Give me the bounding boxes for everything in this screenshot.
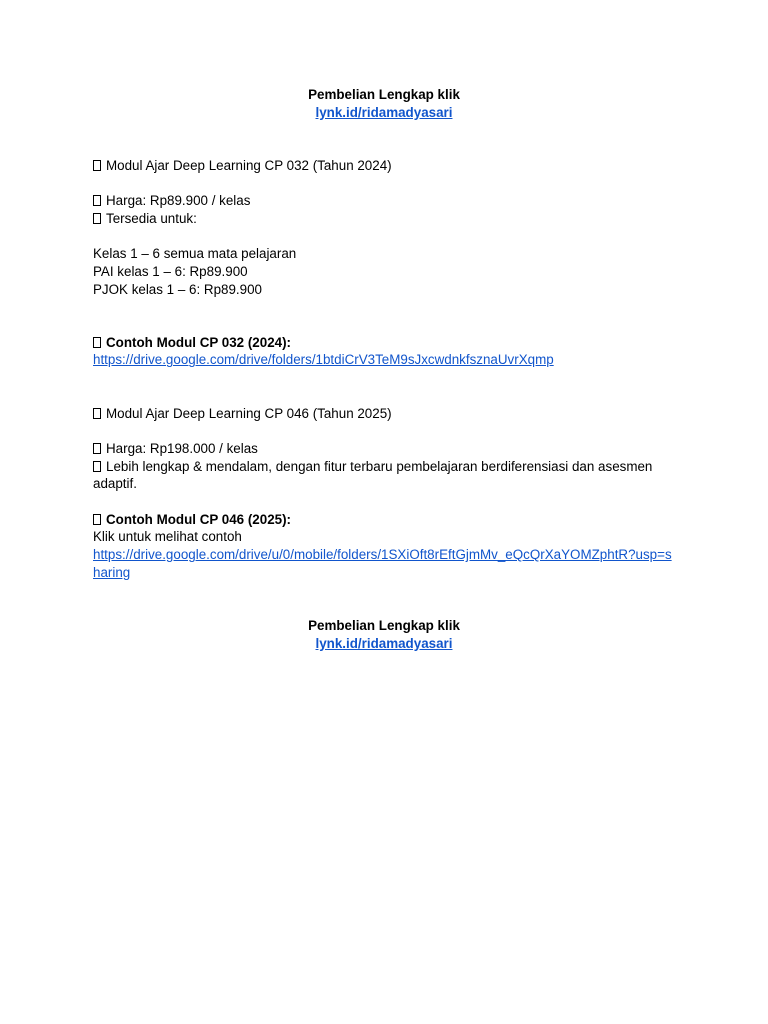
cp032-available-line [93,210,683,228]
checkbox-icon [93,337,101,348]
cp032-example-line [93,334,683,352]
cp032-example-label: Contoh Modul CP 032 (2024): [106,334,292,350]
footer-link[interactable]: lynk.id/ridamadyasari [315,635,453,651]
header-link[interactable]: lynk.id/ridamadyasari [315,104,453,120]
list-item: PAI kelas 1 – 6: Rp89.900 [93,263,248,279]
list-item: PJOK kelas 1 – 6: Rp89.900 [93,281,262,297]
cp046-title-line [93,405,683,423]
cp032-title: Modul Ajar Deep Learning CP 032 (Tahun 2024) [106,157,392,173]
cp046-feature-line [93,458,683,493]
cp046-feature: Lebih lengkap & mendalam, dengan fitur terbaru pembelajaran berdiferensiasi dan asesmen adaptif. [93,458,653,492]
cp032-price: Harga: Rp89.900 / kelas [106,193,251,209]
cp046-price-line [93,440,683,458]
cp032-available: Tersedia untuk: [106,210,197,226]
checkbox-icon [93,461,101,472]
checkbox-icon [93,408,101,419]
checkbox-icon [93,195,101,206]
cp046-title: Modul Ajar Deep Learning CP 046 (Tahun 2025) [106,405,392,421]
checkbox-icon [93,160,101,171]
cp046-example-line [93,511,683,529]
cp032-example-link[interactable]: https://drive.google.com/drive/folders/1btdiCrV3TeM9sJxcwdnkfsznaUvrXqmp [93,352,554,368]
checkbox-icon [93,443,101,454]
checkbox-icon [93,514,101,525]
checkbox-icon [93,213,101,224]
cp046-example-label: Contoh Modul CP 046 (2025): [106,511,292,527]
cp046-example-hint: Klik untuk melihat contoh [93,529,242,545]
cp032-title-line [93,157,683,175]
header-title: Pembelian Lengkap klik [308,87,460,102]
cp046-example-link[interactable]: https://drive.google.com/drive/u/0/mobile/folders/1SXiOft8rEftGjmMv_eQcQrXaYOMZphtR?usp=sharing [93,547,672,580]
footer-title: Pembelian Lengkap klik [308,617,460,633]
cp046-price: Harga: Rp198.000 / kelas [106,440,258,456]
cp032-price-line [93,192,683,210]
list-item: Kelas 1 – 6 semua mata pelajaran [93,246,297,262]
document-page [93,86,683,652]
